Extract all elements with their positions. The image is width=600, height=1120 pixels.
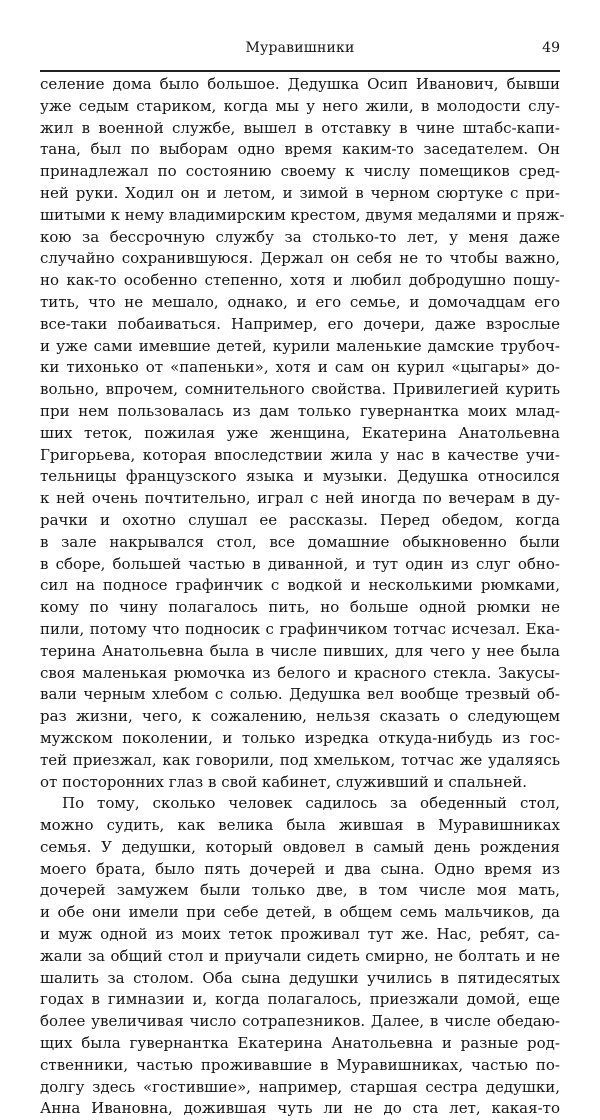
- text-line: Григорьева, которая впоследствии жила у нас в качестве учи-: [40, 445, 560, 464]
- text-line: тить, что не мешало, однако, и его семье, и домочадцам его: [40, 292, 560, 311]
- text-line: кому по чину полагалось пить, но больше одной рюмки не: [40, 598, 560, 617]
- text-line: рачки и охотно слушал ее рассказы. Перед обедом, когда: [40, 510, 560, 529]
- text-line: случайно сохранившуюся. Держал он себя не то чтобы важно,: [40, 249, 560, 268]
- text-line: но как-то особенно степенно, хотя и любил добродушно пошу-: [40, 271, 560, 290]
- header-rule: [40, 70, 560, 72]
- text-line: и обе они имели при себе детей, в общем семь мальчиков, да: [40, 903, 560, 922]
- text-line: кою за бессрочную службу за столько-то лет, у меня даже: [40, 227, 560, 246]
- text-line: тана, был по выборам одно время каким-то заседателем. Он: [40, 140, 560, 159]
- text-line: селение дома было большое. Дедушка Осип Иванович, бывши: [40, 75, 560, 93]
- text-line: можно судить, как велика была жившая в Муравишниках: [40, 816, 560, 835]
- text-line: пили, потому что подносик с графинчиком тотчас исчезал. Ека-: [40, 619, 560, 638]
- text-line: и уже сами имевшие детей, курили маленькие дамские трубоч-: [40, 336, 560, 355]
- text-line: жил в военной службе, вышел в отставку в чине штабс-капи-: [40, 118, 560, 137]
- text-line: вольно, впрочем, сомнительного свойства. Привилегией курить: [40, 380, 560, 399]
- text-line: щих была гувернантка Екатерина Анатольевна и разные род-: [40, 1034, 560, 1053]
- running-header: [40, 40, 560, 62]
- text-line: от посторонних глаз в свой кабинет, служивший и спальней.: [40, 772, 528, 791]
- text-line: вали черным хлебом с солью. Дедушка вел вообще трезвый об-: [40, 685, 560, 704]
- text-line: ки тихонько от «папеньки», хотя и сам он курил «цыгары» до-: [40, 358, 560, 377]
- text-line: семья. У дедушки, который овдовел в самый день рождения: [40, 837, 560, 856]
- text-line: шалить за столом. Оба сына дедушки учились в пятидесятых: [40, 968, 560, 987]
- text-line: ственники, частью проживавшие в Муравишниках, частью по-: [40, 1055, 560, 1074]
- text-line: уже седым стариком, когда мы у него жили, в молодости слу-: [40, 96, 560, 115]
- body-text: [40, 74, 565, 1120]
- text-line: дочерей замужем были только две, в том числе моя мать,: [40, 881, 560, 900]
- running-title: Муравишники: [245, 40, 355, 56]
- text-line: моего брата, было пять дочерей и два сына. Одно время из: [40, 859, 560, 878]
- text-line: в сборе, большей частью в диванной, и тут один из слуг обно-: [40, 554, 560, 573]
- text-line: По тому, сколько человек садилось за обеденный стол,: [62, 794, 560, 813]
- text-line: годах в гимназии и, когда полагалось, приезжали домой, еще: [40, 990, 560, 1009]
- text-line: долгу здесь «гостившие», например, старшая сестра дедушки,: [40, 1077, 560, 1096]
- text-line: все-таки побаиваться. Например, его дочери, даже взрослые: [40, 314, 560, 333]
- text-line: более увеличивая число сотрапезников. Далее, в числе обедаю-: [40, 1012, 560, 1031]
- text-line: ших теток, пожилая уже женщина, Екатерина Анатольевна: [40, 423, 560, 442]
- text-line: тельницы французского языка и музыки. Дедушка относился: [40, 467, 560, 486]
- text-line: и муж одной из моих теток проживал тут же. Нас, ребят, са-: [40, 925, 560, 944]
- text-line: принадлежал по состоянию своему к числу помещиков сред-: [40, 162, 560, 181]
- paragraph: [40, 74, 565, 793]
- text-line: к ней очень почтительно, играл с ней иногда по вечерам в ду-: [40, 489, 560, 508]
- text-line: тей приезжал, как говорили, под хмельком, тотчас же удаляясь: [40, 750, 560, 769]
- text-line: раз жизни, чего, к сожалению, нельзя сказать о следующем: [40, 707, 560, 726]
- text-line: жали за общий стол и приучали сидеть смирно, не болтать и не: [40, 946, 560, 965]
- text-line: Анна Ивановна, дожившая чуть ли не до ста лет, какая-то: [40, 1099, 560, 1118]
- text-line: в зале накрывался стол, все домашние обыкновенно были: [40, 532, 560, 551]
- text-line: сил на подносе графинчик с водкой и несколькими рюмками,: [40, 576, 560, 595]
- text-line: мужском поколении, и только изредка откуда-нибудь из гос-: [40, 728, 560, 747]
- text-line: при нем пользовалась из дам только гувернантка моих млад-: [40, 401, 560, 420]
- text-line: терина Анатольевна была в числе пивших, для чего у нее была: [40, 641, 560, 660]
- text-line: ней руки. Ходил он и летом, и зимой в черном сюртуке с при-: [40, 183, 560, 202]
- page-number: 49: [542, 40, 560, 56]
- paragraph: [40, 793, 560, 1120]
- text-line: своя маленькая рюмочка из белого и красного стекла. Закусы-: [40, 663, 560, 682]
- text-line: шитыми к нему владимирским крестом, двумя медалями и пряж-: [40, 205, 565, 224]
